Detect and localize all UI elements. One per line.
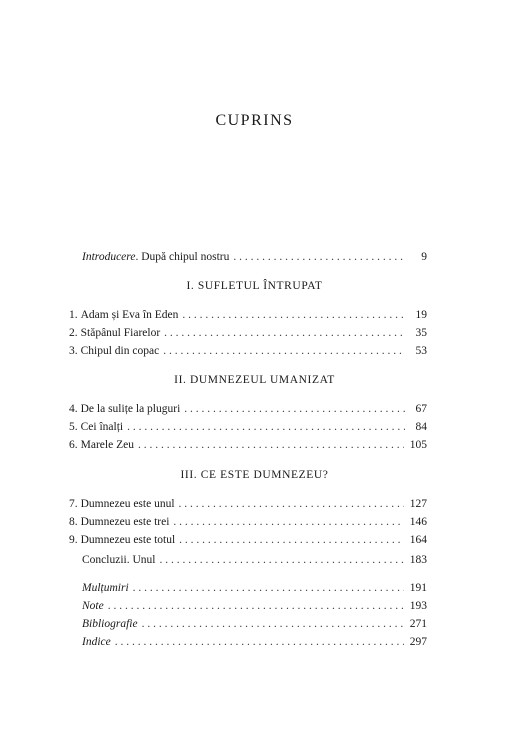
toc-entry-conclusion	[82, 552, 427, 568]
entry-page-number: 146	[409, 516, 427, 528]
entry-label: Marele Zeu	[80, 439, 134, 451]
entry-number: 1.	[69, 309, 78, 321]
dot-leader	[163, 343, 405, 359]
part-heading: III. CE ESTE DUMNEZEU?	[180, 469, 329, 481]
entry-page-number: 183	[409, 554, 427, 566]
toc-entry-back-matter	[82, 634, 427, 650]
part-heading: II. DUMNEZEUL UMANIZAT	[174, 374, 335, 386]
toc-entry	[69, 419, 427, 435]
dot-leader	[159, 552, 403, 568]
toc-entry-back-matter	[82, 580, 427, 596]
entry-label: Indice	[82, 636, 111, 648]
dot-leader	[173, 514, 403, 530]
dot-leader	[138, 437, 404, 453]
toc-entry-back-matter	[82, 598, 427, 614]
entry-label: Mulțumiri	[82, 582, 129, 594]
entry-label: Dumnezeu este trei	[80, 516, 170, 528]
entry-number: 7.	[69, 498, 78, 510]
entry-page-number: 271	[409, 618, 427, 630]
entry-number: 6.	[69, 439, 78, 451]
entry-number: 2.	[69, 327, 78, 339]
entry-page-number: 191	[409, 582, 427, 594]
toc-entry	[69, 437, 427, 453]
dot-leader	[182, 307, 405, 323]
entry-number: 3.	[69, 345, 78, 357]
toc-entry	[69, 514, 427, 530]
toc-entry	[69, 325, 427, 341]
entry-label: Introducere. După chipul nostru	[82, 251, 230, 263]
toc-entry	[69, 532, 427, 548]
entry-page-number: 164	[409, 534, 427, 546]
entry-page-number: 67	[415, 403, 427, 415]
entry-number: 4.	[69, 403, 78, 415]
toc-entry	[69, 496, 427, 512]
entry-page-number: 53	[415, 345, 427, 357]
entry-label: Concluzii. Unul	[82, 554, 156, 566]
entry-number: 5.	[69, 421, 78, 433]
dot-leader	[184, 401, 405, 417]
toc-entry	[69, 401, 427, 417]
entry-page-number: 193	[409, 600, 427, 612]
entry-page-number: 35	[415, 327, 427, 339]
dot-leader	[142, 616, 404, 632]
dot-leader	[115, 634, 404, 650]
dot-leader	[179, 496, 404, 512]
dot-leader	[233, 249, 405, 265]
entry-page-number: 19	[415, 309, 427, 321]
page-title: CUPRINS	[215, 112, 294, 129]
entry-page-number: 297	[409, 636, 427, 648]
entry-number: 8.	[69, 516, 78, 528]
dot-leader	[164, 325, 405, 341]
dot-leader	[127, 419, 405, 435]
entry-page-number: 9	[421, 251, 427, 263]
entry-label: Chipul din copac	[80, 345, 160, 357]
toc-entry-introduction	[82, 249, 427, 265]
entry-page-number: 84	[415, 421, 427, 433]
entry-label: Note	[82, 600, 104, 612]
entry-label: Adam și Eva în Eden	[80, 309, 179, 321]
toc-entry-back-matter	[82, 616, 427, 632]
entry-number: 9.	[69, 534, 78, 546]
dot-leader	[179, 532, 404, 548]
dot-leader	[133, 580, 404, 596]
dot-leader	[108, 598, 404, 614]
entry-page-number: 127	[409, 498, 427, 510]
part-heading: I. SUFLETUL ÎNTRUPAT	[186, 280, 323, 292]
entry-label: Dumnezeu este totul	[80, 534, 176, 546]
entry-page-number: 105	[409, 439, 427, 451]
entry-label: De la sulițe la pluguri	[80, 403, 181, 415]
entry-label: Bibliografie	[82, 618, 138, 630]
toc-entry	[69, 343, 427, 359]
toc-entry	[69, 307, 427, 323]
entry-label: Cei înalți	[80, 421, 124, 433]
entry-label: Stăpânul Fiarelor	[80, 327, 161, 339]
entry-label: Dumnezeu este unul	[80, 498, 175, 510]
